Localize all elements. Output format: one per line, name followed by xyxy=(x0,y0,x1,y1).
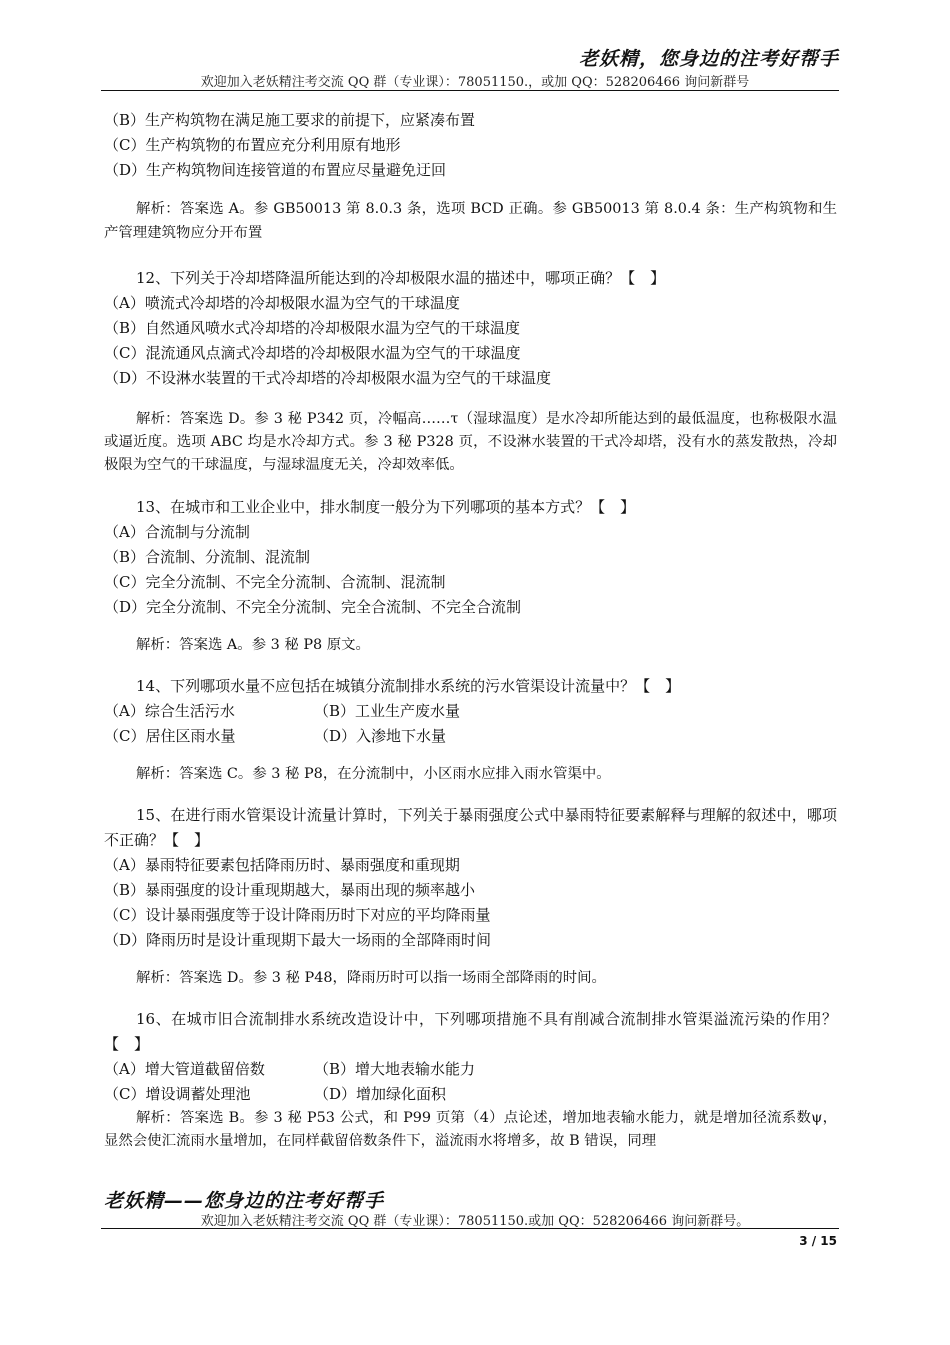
option-a: （A）喷流式冷却塔的冷却极限水温为空气的干球温度 xyxy=(104,294,460,312)
option-c: （C）生产构筑物的布置应充分利用原有地形 xyxy=(104,136,401,154)
question-16 xyxy=(104,1007,837,1153)
page-content xyxy=(104,108,837,1153)
footer-divider xyxy=(101,1228,839,1229)
footer-group-info: 欢迎加入老妖精注考交流 QQ 群（专业课）：78051150.或加 QQ：528206466 询问新群号。 xyxy=(200,1214,750,1229)
option-d: （D）入渗地下水量 xyxy=(314,727,447,745)
option-b: （B）增大地表输水能力 xyxy=(314,1060,476,1078)
option-b: （B）暴雨强度的设计重现期越大，暴雨出现的频率越小 xyxy=(104,881,476,899)
option-c: （C）混流通风点滴式冷却塔的冷却极限水温为空气的干球温度 xyxy=(104,344,521,362)
option-c: （C）设计暴雨强度等于设计降雨历时下对应的平均降雨量 xyxy=(104,906,491,924)
question-stem: 14、下列哪项水量不应包括在城镇分流制排水系统的污水管渠设计流量中？【 】 xyxy=(136,677,681,695)
analysis-11: 解析：答案选 A。参 GB50013 第 8.0.3 条，选项 BCD 正确。参 GB50013 第 8.0.4 条：生产构筑物和生产管理建筑物应分开布置 xyxy=(104,201,837,241)
question-12 xyxy=(104,266,837,477)
analysis-12: 解析：答案选 D。参 3 秘 P342 页，冷幅高……τ（湿球温度）是水冷却所能达到的最低温度，也称极限水温或逼近度。选项 ABC 均是水冷却方式。参 3 秘 P328 页，不设淋水装置的干式冷却塔，没有水的蒸发散热，冷却极限为空气的干球温度，与湿球温度无关，冷却效率低。 xyxy=(104,411,837,473)
question-stem: 12、下列关于冷却塔降温所能达到的冷却极限水温的描述中，哪项正确？【 】 xyxy=(136,269,666,287)
option-b: （B）工业生产废水量 xyxy=(314,702,461,720)
header-brand: 老妖精，您身边的注考好帮手 xyxy=(578,48,839,70)
option-b: （B）生产构筑物在满足施工要求的前提下，应紧凑布置 xyxy=(104,111,476,129)
header-group-info: 欢迎加入老妖精注考交流 QQ 群（专业课）：78051150.，或加 QQ：528206466 询问新群号 xyxy=(200,75,750,90)
analysis-15: 解析：答案选 D。参 3 秘 P48，降雨历时可以指一场雨全部降雨的时间。 xyxy=(136,970,606,986)
option-d: （D）降雨历时是设计重现期下最大一场雨的全部降雨时间 xyxy=(104,931,492,949)
footer-brand: 老妖精——您身边的注考好帮手 xyxy=(104,1190,385,1212)
option-d: （D）增加绿化面积 xyxy=(314,1085,447,1103)
question-13 xyxy=(104,495,837,657)
question-stem: 16、在城市旧合流制排水系统改造设计中，下列哪项措施不具有削减合流制排水管渠溢流污染的作用？【 】 xyxy=(104,1010,837,1053)
option-d: （D）生产构筑物间连接管道的布置应尽量避免迂回 xyxy=(104,161,447,179)
analysis-13: 解析：答案选 A。参 3 秘 P8 原文。 xyxy=(136,637,370,653)
question-14 xyxy=(104,674,837,786)
page-number: 3 / 15 xyxy=(799,1234,837,1248)
option-c: （C）增设调蓄处理池 xyxy=(104,1085,251,1103)
option-a: （A）增大管道截留倍数 xyxy=(104,1060,265,1078)
question-stem: 15、在进行雨水管渠设计流量计算时，下列关于暴雨强度公式中暴雨特征要素解释与理解的叙述中，哪项不正确？【 】 xyxy=(104,806,837,849)
option-d: （D）完全分流制、不完全分流制、完全合流制、不完全合流制 xyxy=(104,598,522,616)
option-d: （D）不设淋水装置的干式冷却塔的冷却极限水温为空气的干球温度 xyxy=(104,369,552,387)
analysis-14: 解析：答案选 C。参 3 秘 P8，在分流制中，小区雨水应排入雨水管渠中。 xyxy=(136,766,611,782)
question-stem: 13、在城市和工业企业中，排水制度一般分为下列哪项的基本方式？【 】 xyxy=(136,498,636,516)
option-a: （A）合流制与分流制 xyxy=(104,523,250,541)
analysis-16: 解析：答案选 B。参 3 秘 P53 公式，和 P99 页第（4）点论述，增加地表输水能力，就是增加径流系数ψ，显然会使汇流雨水量增加，在同样截留倍数条件下，溢流雨水将增多，故 B 错误，同理 xyxy=(104,1110,837,1149)
question-11-continued xyxy=(104,108,837,245)
option-c: （C）居住区雨水量 xyxy=(104,727,236,745)
header-divider xyxy=(101,90,839,91)
option-a: （A）暴雨特征要素包括降雨历时、暴雨强度和重现期 xyxy=(104,856,460,874)
option-b: （B）合流制、分流制、混流制 xyxy=(104,548,311,566)
option-a: （A）综合生活污水 xyxy=(104,702,235,720)
option-c: （C）完全分流制、不完全分流制、合流制、混流制 xyxy=(104,573,446,591)
question-15 xyxy=(104,803,837,990)
option-b: （B）自然通风喷水式冷却塔的冷却极限水温为空气的干球温度 xyxy=(104,319,521,337)
